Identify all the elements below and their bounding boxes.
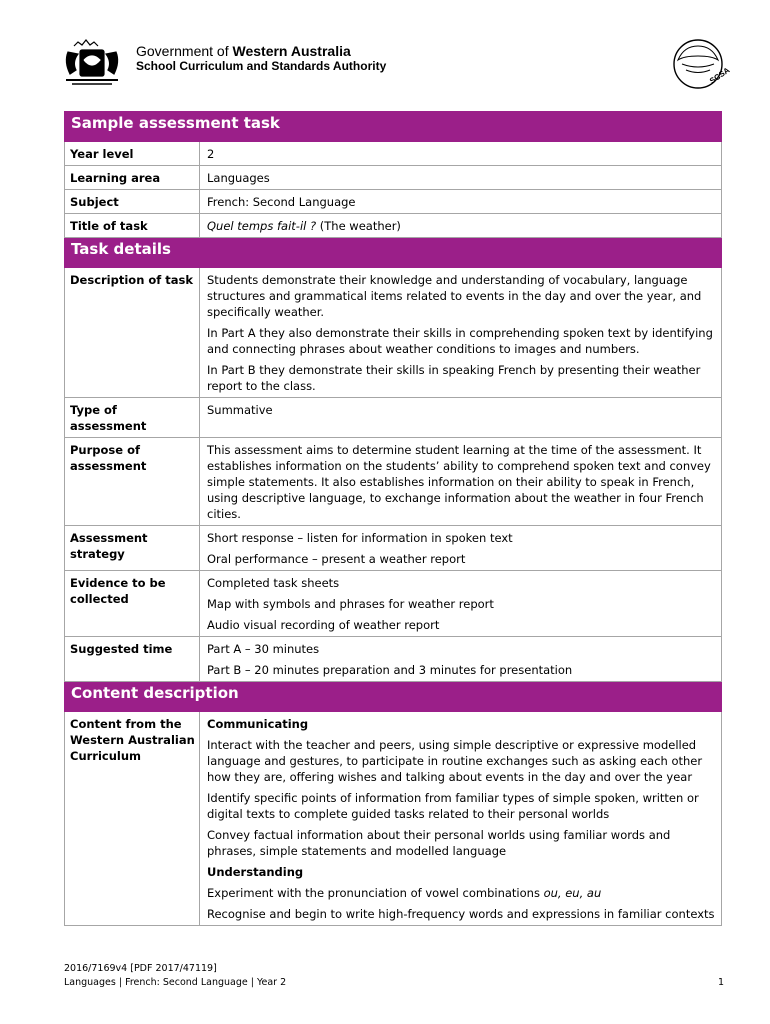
- authority-name: School Curriculum and Standards Authority: [136, 59, 387, 73]
- time-item: Part A – 30 minutes: [207, 642, 320, 656]
- document-title: Languages | French: Second Language | Year 2: [64, 977, 287, 988]
- time-item: Part B – 20 minutes preparation and 3 minutes for presentation: [207, 663, 573, 677]
- gov-name: Western Australia: [232, 43, 351, 59]
- purpose-value: This assessment aims to determine student learning at the time of the assessment. It establishes information on the students’ ability to comprehend spoken text and convey simple statements. It also establishes information on their ability to speak in French, using descriptive language, to exchange information about the weather in four French cities.: [200, 438, 722, 526]
- evidence-item: Completed task sheets: [207, 576, 340, 590]
- content-value: [200, 712, 722, 926]
- communicating-item: Identify specific points of information from familiar types of simple spoken, written or digital texts to complete guided tasks related to their personal worlds: [207, 791, 699, 821]
- understanding-item: Experiment with the pronunciation of vowel combinations ou, eu, au: [207, 886, 602, 900]
- year-level-value: 2: [200, 142, 722, 166]
- table-row: [65, 526, 722, 571]
- purpose-label: Purpose of assessment: [65, 438, 200, 526]
- government-title: [136, 43, 386, 74]
- strategy-item: Oral performance – present a weather report: [207, 552, 466, 566]
- table-row: [65, 398, 722, 438]
- table-row: [65, 214, 722, 238]
- table-row: [65, 268, 722, 398]
- table-row: [65, 438, 722, 526]
- scsa-logo-text: SCSA: [707, 65, 732, 86]
- type-value: Summative: [200, 398, 722, 438]
- type-label: Type of assessment: [65, 398, 200, 438]
- description-paragraph: In Part A they also demonstrate their skills in comprehending spoken text by identifying and connecting phrases about weather conditions to images and numbers.: [207, 326, 713, 356]
- assessment-table: [64, 111, 722, 926]
- table-row: [65, 166, 722, 190]
- understanding-item: Recognise and begin to write high-frequency words and expressions in familiar contexts: [207, 907, 715, 921]
- evidence-value: [200, 571, 722, 637]
- evidence-item: Map with symbols and phrases for weather report: [207, 597, 494, 611]
- communicating-item: Convey factual information about their personal worlds using familiar words and phrases, simple statements and modelled language: [207, 828, 671, 858]
- title-value: [200, 214, 722, 238]
- section-task-details: Task details: [65, 238, 722, 268]
- content-label: Content from the Western Australian Curriculum: [65, 712, 200, 926]
- document-code: 2016/7169v4 [PDF 2017/47119]: [64, 963, 217, 974]
- learning-area-value: Languages: [200, 166, 722, 190]
- time-label: Suggested time: [65, 637, 200, 682]
- description-paragraph: Students demonstrate their knowledge and understanding of vocabulary, language structures and grammatical items related to events in the day and over the year, and specifically weather.: [207, 273, 702, 319]
- page-number: 1: [717, 977, 724, 988]
- page-header: [62, 36, 730, 96]
- description-paragraph: In Part B they demonstrate their skills in speaking French by presenting their weather report to the class.: [207, 363, 701, 393]
- communicating-item: Interact with the teacher and peers, using simple descriptive or expressive modelled language and gestures, to participate in routine exchanges such as asking each other how they are, offering wishes and talking about events in the day and over the year: [207, 738, 703, 784]
- strategy-value: [200, 526, 722, 571]
- year-level-label: Year level: [65, 142, 200, 166]
- gov-prefix: Government of: [136, 43, 233, 59]
- title-french: Quel temps fait-il ?: [207, 219, 317, 233]
- vowel-combinations: ou, eu, au: [543, 886, 602, 900]
- strategy-item: Short response – listen for information in spoken text: [207, 531, 513, 545]
- evidence-label: Evidence to be collected: [65, 571, 200, 637]
- strategy-label: Assessment strategy: [65, 526, 200, 571]
- wa-crest-icon: [62, 38, 122, 88]
- title-english: (The weather): [316, 219, 401, 233]
- subject-value: French: Second Language: [200, 190, 722, 214]
- table-row: [65, 637, 722, 682]
- description-label: Description of task: [65, 268, 200, 398]
- communicating-heading: Communicating: [207, 717, 309, 731]
- subject-label: Subject: [65, 190, 200, 214]
- evidence-item: Audio visual recording of weather report: [207, 618, 440, 632]
- page-footer: [64, 962, 724, 990]
- description-value: [200, 268, 722, 398]
- table-row: [65, 190, 722, 214]
- table-row: [65, 142, 722, 166]
- learning-area-label: Learning area: [65, 166, 200, 190]
- section-content-description: Content description: [65, 682, 722, 712]
- scsa-logo-icon: [668, 38, 732, 90]
- understanding-heading: Understanding: [207, 865, 304, 879]
- title-label: Title of task: [65, 214, 200, 238]
- table-row: [65, 712, 722, 926]
- section-sample-title: Sample assessment task: [65, 112, 722, 142]
- time-value: [200, 637, 722, 682]
- table-row: [65, 571, 722, 637]
